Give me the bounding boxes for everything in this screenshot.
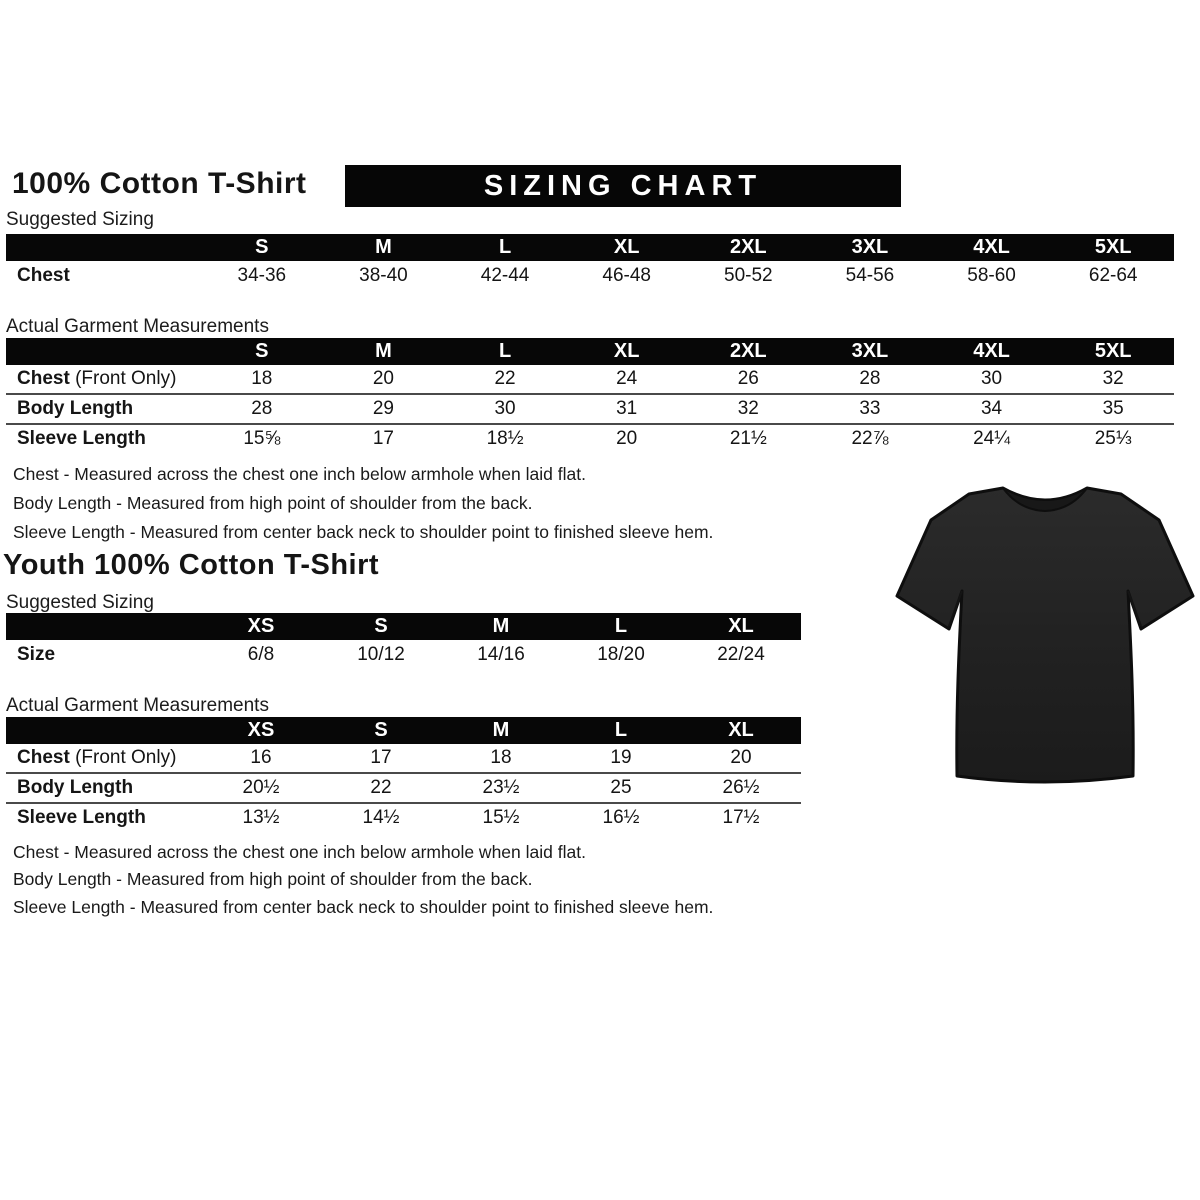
measurement-value-cell: 28 (859, 368, 881, 389)
measurement-value-cell: 24¼ (973, 428, 1011, 449)
youth-note-chest: Chest - Measured across the chest one inch below armhole when laid flat. (13, 842, 586, 862)
row-label (6, 368, 201, 390)
adult-note-sleeve-length: Sleeve Length - Measured from center back neck to shoulder point to finished sleeve hem. (13, 522, 714, 542)
size-column-header: L (614, 719, 628, 741)
youth-suggested-sizing-label: Suggested Sizing (6, 592, 154, 613)
row-label (6, 747, 201, 769)
row-label (6, 644, 201, 666)
size-column-header: S (374, 719, 388, 741)
size-column-header: 4XL (973, 340, 1010, 362)
size-column-header: XL (613, 236, 640, 258)
size-column-header: M (375, 340, 392, 362)
table-row (6, 772, 801, 802)
row-label-note: (Front Only) (69, 747, 177, 768)
row-label-text: Chest (17, 264, 70, 286)
size-column-header: M (492, 719, 510, 741)
measurement-value-cell: 6/8 (247, 643, 275, 665)
measurement-value-cell: 31 (616, 398, 638, 419)
measurement-value-cell: 13½ (242, 807, 280, 828)
measurement-value-cell: 17 (370, 747, 392, 768)
row-label-text: Chest (17, 368, 70, 389)
row-label-text: Size (17, 643, 56, 665)
measurement-value-cell: 35 (1102, 398, 1124, 419)
row-label-text: Sleeve Length (17, 428, 146, 449)
measurement-value-cell: 22/24 (717, 643, 765, 665)
adult-suggested-sizing-label: Suggested Sizing (6, 209, 154, 230)
measurement-value-cell: 32 (1102, 368, 1124, 389)
measurement-value-cell: 62-64 (1088, 264, 1138, 286)
table-row (6, 261, 1174, 290)
size-column-header: M (375, 236, 392, 258)
youth-actual-measurements-table (6, 717, 801, 832)
measurement-value-cell: 19 (610, 747, 632, 768)
measurement-value-cell: 58-60 (967, 264, 1016, 286)
measurement-value-cell: 17½ (722, 807, 760, 828)
adult-actual-measurements-label: Actual Garment Measurements (6, 316, 269, 337)
size-column-header: XL (613, 340, 640, 362)
measurement-value-cell: 28 (251, 398, 273, 419)
measurement-value-cell: 15⅝ (243, 428, 281, 449)
measurement-value-cell: 14½ (362, 807, 400, 828)
size-column-header: M (492, 615, 510, 637)
measurement-value-cell: 17 (372, 428, 394, 449)
adult-section-title: 100% Cotton T-Shirt (12, 167, 307, 200)
size-column-header: 2XL (729, 340, 767, 362)
measurement-value-cell: 42-44 (480, 264, 530, 286)
measurement-value-cell: 22 (370, 777, 392, 798)
table-header-row (6, 613, 801, 640)
table-row (6, 802, 801, 832)
size-column-header: 2XL (729, 236, 767, 258)
measurement-value-cell: 14/16 (477, 643, 525, 665)
measurement-value-cell: 18½ (486, 428, 524, 449)
measurement-value-cell: 21½ (729, 428, 767, 449)
black-tshirt-image (893, 476, 1198, 806)
measurement-value-cell: 20 (616, 428, 638, 449)
size-column-header: L (498, 340, 512, 362)
row-label (6, 777, 201, 799)
measurement-value-cell: 25⅓ (1094, 428, 1132, 449)
measurement-value-cell: 50-52 (724, 264, 773, 286)
size-column-header: 4XL (973, 236, 1010, 258)
table-row (6, 640, 801, 669)
measurement-value-cell: 30 (494, 398, 516, 419)
size-column-header: XS (247, 615, 275, 637)
measurement-value-cell: 46-48 (602, 264, 651, 286)
measurement-value-cell: 34-36 (237, 264, 287, 286)
youth-note-sleeve-length: Sleeve Length - Measured from center back neck to shoulder point to finished sleeve hem. (13, 897, 714, 917)
size-column-header: XS (247, 719, 275, 741)
measurement-value-cell: 30 (980, 368, 1003, 389)
measurement-value-cell: 18 (251, 368, 273, 389)
adult-note-chest: Chest - Measured across the chest one inch below armhole when laid flat. (13, 464, 586, 484)
measurement-value-cell: 20½ (242, 777, 280, 798)
measurement-value-cell: 38-40 (359, 264, 408, 286)
row-label-text: Sleeve Length (17, 807, 146, 828)
size-column-header: S (255, 340, 269, 362)
row-label (6, 398, 201, 420)
measurement-value-cell: 33 (859, 398, 881, 419)
measurement-value-cell: 22⅞ (851, 428, 889, 449)
measurement-value-cell: 20 (730, 747, 752, 768)
adult-actual-measurements-table (6, 338, 1174, 453)
row-label (6, 807, 201, 829)
measurement-value-cell: 54-56 (845, 264, 895, 286)
youth-note-body-length: Body Length - Measured from high point of shoulder from the back. (13, 869, 533, 889)
table-header-row (6, 234, 1174, 261)
size-column-header: L (498, 236, 512, 258)
measurement-value-cell: 32 (737, 398, 759, 419)
measurement-value-cell: 18 (490, 747, 512, 768)
size-column-header: XL (728, 719, 754, 741)
size-column-header: XL (728, 615, 754, 637)
size-column-header: 5XL (1094, 236, 1132, 258)
adult-suggested-sizing-table (6, 234, 1174, 290)
measurement-value-cell: 23½ (482, 777, 520, 798)
row-label-note: (Front Only) (69, 368, 177, 389)
sizing-chart-banner: SIZING CHART (345, 165, 901, 207)
row-label (6, 265, 201, 287)
table-row (6, 393, 1174, 423)
measurement-value-cell: 16 (250, 747, 272, 768)
tshirt-body-shape (897, 488, 1193, 782)
measurement-value-cell: 16½ (602, 807, 640, 828)
size-column-header: S (374, 615, 388, 637)
measurement-value-cell: 24 (616, 368, 638, 389)
adult-note-body-length: Body Length - Measured from high point of shoulder from the back. (13, 493, 533, 513)
measurement-value-cell: 20 (372, 368, 394, 389)
table-header-row (6, 338, 1174, 365)
table-row (6, 744, 801, 772)
table-row (6, 423, 1174, 453)
size-column-header: 3XL (851, 340, 889, 362)
size-column-header: S (255, 236, 269, 258)
row-label-text: Body Length (17, 398, 134, 419)
measurement-value-cell: 22 (494, 368, 516, 389)
size-column-header: 5XL (1094, 340, 1132, 362)
measurement-value-cell: 29 (372, 398, 394, 419)
row-label (6, 428, 201, 450)
youth-actual-measurements-label: Actual Garment Measurements (6, 695, 269, 716)
youth-suggested-sizing-table (6, 613, 801, 669)
measurement-value-cell: 15½ (482, 807, 520, 828)
size-column-header: L (614, 615, 628, 637)
measurement-value-cell: 25 (610, 777, 632, 798)
measurement-value-cell: 18/20 (597, 643, 645, 665)
table-row (6, 365, 1174, 393)
measurement-value-cell: 34 (980, 398, 1003, 419)
row-label-text: Chest (17, 747, 70, 768)
table-header-row (6, 717, 801, 744)
measurement-value-cell: 26 (737, 368, 759, 389)
size-column-header: 3XL (851, 236, 889, 258)
measurement-value-cell: 10/12 (357, 643, 405, 665)
youth-section-title: Youth 100% Cotton T-Shirt (3, 549, 380, 581)
row-label-text: Body Length (17, 777, 134, 798)
measurement-value-cell: 26½ (722, 777, 760, 798)
